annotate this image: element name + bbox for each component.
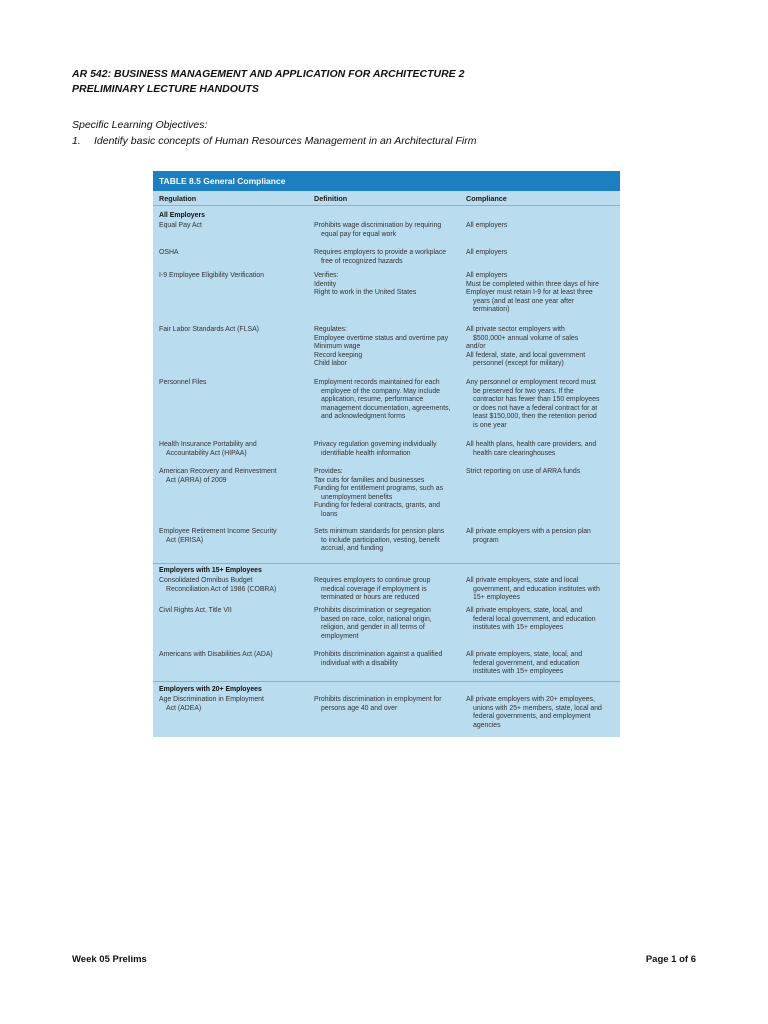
cell-line: religion, and gender in all terms of xyxy=(321,624,425,632)
objective-item xyxy=(72,133,476,149)
cell-line: Equal Pay Act xyxy=(159,222,202,229)
regulation-cell xyxy=(159,577,309,594)
regulation-cell xyxy=(159,696,309,713)
cell-line: government, and education institutes with xyxy=(473,585,600,593)
cell-line: Record keeping xyxy=(314,351,363,359)
cell-line: Any personnel or employment record must xyxy=(466,379,596,386)
cell-line: Privacy regulation governing individually xyxy=(314,441,437,448)
handout-subtitle: PRELIMINARY LECTURE HANDOUTS xyxy=(72,83,259,95)
cell-line: unemployment benefits xyxy=(321,493,393,501)
table-section-divider xyxy=(153,681,620,682)
cell-line: and/or xyxy=(466,343,486,351)
cell-line: health care clearinghouses xyxy=(473,449,556,457)
cell-line: based on race, color, national origin, xyxy=(321,615,432,623)
regulation-cell xyxy=(159,528,309,545)
cell-line: Provides: xyxy=(314,468,343,475)
regulation-cell xyxy=(159,607,309,616)
column-header-definition: Definition xyxy=(314,194,348,203)
definition-cell xyxy=(314,607,459,641)
footer-page-number: Page 1 of 6 xyxy=(645,954,696,965)
cell-line: contractor has fewer than 150 employees xyxy=(473,396,600,404)
compliance-cell xyxy=(466,528,616,545)
cell-line: personnel (except for military) xyxy=(473,360,564,368)
cell-line: Employment records maintained for each xyxy=(314,379,440,386)
cell-line: OSHA xyxy=(159,249,179,256)
compliance-cell xyxy=(466,326,616,369)
cell-line: Sets minimum standards for pension plans xyxy=(314,528,445,535)
definition-cell xyxy=(314,326,459,369)
cell-line: Personnel Files xyxy=(159,379,207,386)
table-group-heading: Employers with 15+ Employees xyxy=(159,567,262,574)
cell-line: All private employers, state, local, and xyxy=(466,607,583,614)
compliance-cell xyxy=(466,577,616,603)
course-title: AR 542: BUSINESS MANAGEMENT AND APPLICATION FOR ARCHITECTURE 2 xyxy=(72,68,465,80)
cell-line: institutes with 15+ employees xyxy=(473,624,564,632)
cell-line: I-9 Employee Eligibility Verification xyxy=(159,272,264,279)
cell-line: All federal, state, and local government xyxy=(466,351,586,359)
compliance-cell xyxy=(466,441,616,458)
cell-line: least $150,000, then the retention period xyxy=(473,413,597,421)
cell-line: Child labor xyxy=(314,360,347,368)
cell-line: Act (ADEA) xyxy=(166,704,202,712)
definition-cell xyxy=(314,441,459,458)
cell-line: Must be completed within three days of hire xyxy=(466,280,599,288)
cell-line: Civil Rights Act, Title VII xyxy=(159,607,232,614)
cell-line: Strict reporting on use of ARRA funds xyxy=(466,468,581,475)
cell-line: All private sector employers with xyxy=(466,326,565,333)
table-section-divider xyxy=(153,563,620,564)
cell-line: equal pay for equal work xyxy=(321,230,397,238)
cell-line: Prohibits wage discrimination by requiring xyxy=(314,222,442,229)
table-title: TABLE 8.5 General Compliance xyxy=(153,171,620,191)
cell-line: Employee Retirement Income Security xyxy=(159,528,277,535)
cell-line: Regulates: xyxy=(314,326,347,333)
compliance-cell xyxy=(466,607,616,633)
definition-cell xyxy=(314,272,459,298)
cell-line: Prohibits discrimination in employment for xyxy=(314,696,442,703)
compliance-cell xyxy=(466,222,616,231)
cell-line: Verifies: xyxy=(314,272,339,279)
definition-cell xyxy=(314,468,459,520)
cell-line: All private employers, state and local xyxy=(466,577,579,584)
cell-line: employment xyxy=(321,632,359,640)
compliance-cell xyxy=(466,651,616,677)
regulation-cell xyxy=(159,326,309,335)
cell-line: All private employers, state, local, and xyxy=(466,651,583,658)
cell-line: Act (ERISA) xyxy=(166,536,204,544)
cell-line: $500,000+ annual volume of sales xyxy=(473,334,579,342)
cell-line: loans xyxy=(321,510,338,518)
cell-line: free of recognized hazards xyxy=(321,257,403,265)
compliance-table xyxy=(153,171,620,737)
cell-line: All employers xyxy=(466,222,508,229)
cell-line: Americans with Disabilities Act (ADA) xyxy=(159,651,273,658)
cell-line: agencies xyxy=(473,721,501,729)
cell-line: federal governments, and employment xyxy=(473,713,591,721)
regulation-cell xyxy=(159,379,309,388)
cell-line: federal government, and education xyxy=(473,659,580,667)
cell-line: Funding for entitlement programs, such as xyxy=(314,485,444,493)
regulation-cell xyxy=(159,468,309,485)
cell-line: All health plans, health care providers, and xyxy=(466,441,597,448)
cell-line: Health Insurance Portability and xyxy=(159,441,257,448)
document-header xyxy=(72,67,464,97)
cell-line: years (and at least one year after xyxy=(473,297,575,305)
cell-line: Prohibits discrimination against a qualified xyxy=(314,651,443,658)
cell-line: Act (ARRA) of 2009 xyxy=(166,476,227,484)
table-group-heading: All Employers xyxy=(159,212,205,219)
cell-line: is one year xyxy=(473,421,507,429)
cell-line: institutes with 15+ employees xyxy=(473,668,564,676)
compliance-cell xyxy=(466,468,616,477)
compliance-cell xyxy=(466,379,616,431)
objectives-heading: Specific Learning Objectives: xyxy=(72,119,208,131)
regulation-cell xyxy=(159,651,309,660)
table-header-row xyxy=(153,191,620,206)
cell-line: identifiable health information xyxy=(321,449,411,457)
cell-line: persons age 40 and over xyxy=(321,704,398,712)
cell-line: to include participation, vesting, benefit xyxy=(321,536,440,544)
cell-line: medical coverage if employment is xyxy=(321,585,427,593)
definition-cell xyxy=(314,249,459,266)
compliance-cell xyxy=(466,272,616,315)
cell-line: Employer must retain I-9 for at least three xyxy=(466,289,593,297)
column-header-regulation: Regulation xyxy=(159,194,197,203)
learning-objectives xyxy=(72,117,476,149)
cell-line: Identity xyxy=(314,280,337,288)
cell-line: All employers xyxy=(466,272,508,279)
cell-line: be preserved for two years. If the xyxy=(473,387,574,395)
cell-line: terminated or hours are reduced xyxy=(321,594,420,602)
definition-cell xyxy=(314,577,459,603)
compliance-cell xyxy=(466,696,616,730)
cell-line: All private employers with 20+ employees, xyxy=(466,696,595,703)
cell-line: Prohibits discrimination or segregation xyxy=(314,607,431,614)
column-header-compliance: Compliance xyxy=(466,194,507,203)
definition-cell xyxy=(314,222,459,239)
cell-line: application, resume, performance xyxy=(321,396,424,404)
regulation-cell xyxy=(159,222,309,231)
cell-line: Reconciliation Act of 1986 (COBRA) xyxy=(166,585,277,593)
cell-line: Requires employers to continue group xyxy=(314,577,431,584)
regulation-cell xyxy=(159,272,309,281)
cell-line: individual with a disability xyxy=(321,659,398,667)
cell-line: or does not have a federal contract for at xyxy=(473,404,598,412)
table-group-heading: Employers with 20+ Employees xyxy=(159,686,262,693)
cell-line: 15+ employees xyxy=(473,594,520,602)
cell-line: program xyxy=(473,536,499,544)
cell-line: termination) xyxy=(473,306,510,314)
cell-line: American Recovery and Reinvestment xyxy=(159,468,277,475)
definition-cell xyxy=(314,528,459,554)
definition-cell xyxy=(314,696,459,713)
cell-line: Minimum wage xyxy=(314,343,361,351)
objective-text: Identify basic concepts of Human Resources Management in an Architectural Firm xyxy=(94,135,477,147)
cell-line: Age Discrimination in Employment xyxy=(159,696,264,703)
regulation-cell xyxy=(159,249,309,258)
cell-line: management documentation, agreements, xyxy=(321,404,451,412)
cell-line: Accountability Act (HIPAA) xyxy=(166,449,247,457)
cell-line: unions with 25+ members, state, local and xyxy=(473,704,602,712)
cell-line: Fair Labor Standards Act (FLSA) xyxy=(159,326,259,333)
cell-line: Employee overtime status and overtime pay xyxy=(314,334,449,342)
cell-line: accrual, and funding xyxy=(321,545,384,553)
cell-line: All private employers with a pension plan xyxy=(466,528,591,535)
regulation-cell xyxy=(159,441,309,458)
objective-number: 1. xyxy=(72,135,81,147)
cell-line: Funding for federal contracts, grants, and xyxy=(314,502,441,510)
definition-cell xyxy=(314,651,459,668)
footer-week: Week 05 Prelims xyxy=(72,954,147,965)
definition-cell xyxy=(314,379,459,422)
cell-line: Right to work in the United States xyxy=(314,289,417,297)
cell-line: federal local government, and education xyxy=(473,615,596,623)
compliance-cell xyxy=(466,249,616,258)
cell-line: All employers xyxy=(466,249,508,256)
cell-line: and acknowledgment forms xyxy=(321,413,406,421)
cell-line: employee of the company. May include xyxy=(321,387,440,395)
cell-line: Requires employers to provide a workplace xyxy=(314,249,447,256)
cell-line: Consolidated Omnibus Budget xyxy=(159,577,253,584)
cell-line: Tax cuts for families and businesses xyxy=(314,476,425,484)
